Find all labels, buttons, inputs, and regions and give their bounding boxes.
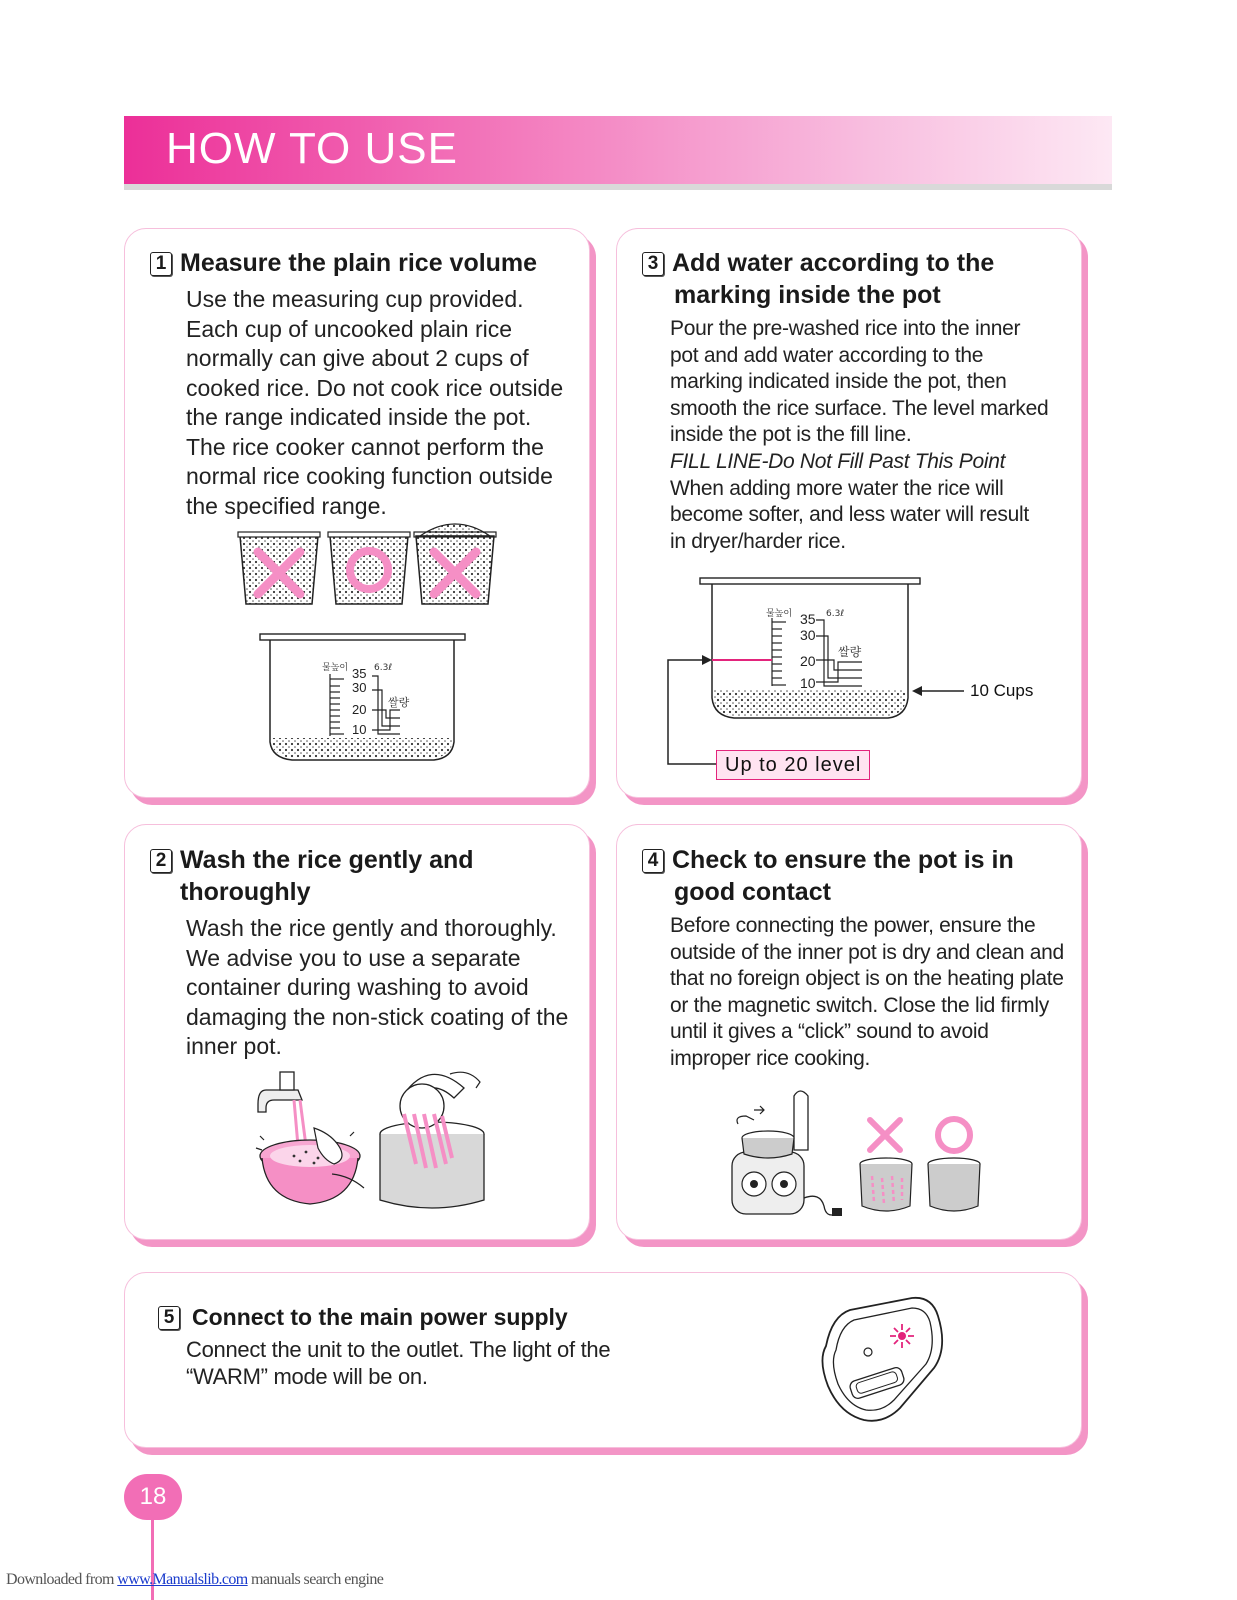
page-number: 18 [124,1474,182,1520]
svg-text:물높이: 물높이 [766,609,793,619]
step-3-body: Pour the pre-washed rice into the inner pot and add water according to the marking indicated inside the pot, then smooth the rice surface. The level marked inside the pot is the fill line. FILL LINE-Do Not Fill Past This Point When adding more water the rice will become softer, and less water will result in dryer/harder rice. [670,317,1049,553]
step-4-title: 4 Check to ensure the pot is in good contact [642,844,1014,908]
ten-cups-label: 10 Cups [970,681,1034,700]
svg-text:20: 20 [352,702,367,717]
fill-level-diagram [668,578,1048,778]
svg-text:35: 35 [352,666,367,681]
fill-line-warning: FILL LINE-Do Not Fill Past This Point [670,449,1006,473]
svg-text:35: 35 [800,611,816,627]
svg-text:쌀량: 쌀량 [838,645,862,659]
step-5-body: Connect the unit to the outlet. The light of the “WARM” mode will be on. [186,1337,611,1389]
svg-text:20: 20 [800,653,816,669]
svg-text:10: 10 [352,722,367,737]
step-2-title: 2 Wash the rice gently and thoroughly [150,844,474,908]
header-underline [124,184,1112,190]
step-2-body: Wash the rice gently and thoroughly. We advise you to use a separate container during washing to avoid damaging the non-stick coating of the inner pot. [186,915,569,1059]
svg-text:6.3ℓ: 6.3ℓ [374,663,393,673]
footer: Downloaded from www.Manualslib.com manuals search engine [6,1571,384,1588]
measuring-cups-illustration [236,518,496,610]
svg-text:10: 10 [800,675,816,691]
svg-text:물높이: 물높이 [322,663,349,673]
step-1-number: 1 [150,252,172,276]
svg-text:30: 30 [352,680,367,695]
step-5-number: 5 [158,1306,180,1330]
fill-level-callout: Up to 20 level [716,750,870,780]
warm-light-panel-illustration [810,1296,946,1428]
step-4-number: 4 [642,849,664,873]
svg-text:30: 30 [800,627,816,643]
washing-rice-illustration [254,1064,494,1224]
page-title: HOW TO USE [166,124,458,173]
pot-contact-illustration [724,1080,1014,1226]
svg-text:쌀량: 쌀량 [388,696,410,709]
step-2-number: 2 [150,849,172,873]
step-3-number: 3 [642,252,664,276]
step-1-title: 1 Measure the plain rice volume [150,247,537,279]
step-4-body: Before connecting the power, ensure the outside of the inner pot is dry and clean and that no foreign object is on the heating plate or the magnetic switch. Close the lid firmly until it gives a “click” sound to avoid improper rice cooking. [670,914,1064,1070]
inner-pot-scale-illustration [260,634,465,764]
step-3-title: 3 Add water according to the marking inside the pot [642,247,994,311]
manualslib-link[interactable]: www.Manualslib.com [117,1571,248,1588]
svg-text:6.3ℓ: 6.3ℓ [826,609,845,619]
step-5-title: 5 Connect to the main power supply [158,1301,568,1333]
step-1-body: Use the measuring cup provided. Each cup of uncooked plain rice normally can give about 2 cups of cooked rice. Do not cook rice outside the range indicated inside the pot. The rice cooker cannot perform the normal rice cooking function outside the specified range. [186,286,564,519]
